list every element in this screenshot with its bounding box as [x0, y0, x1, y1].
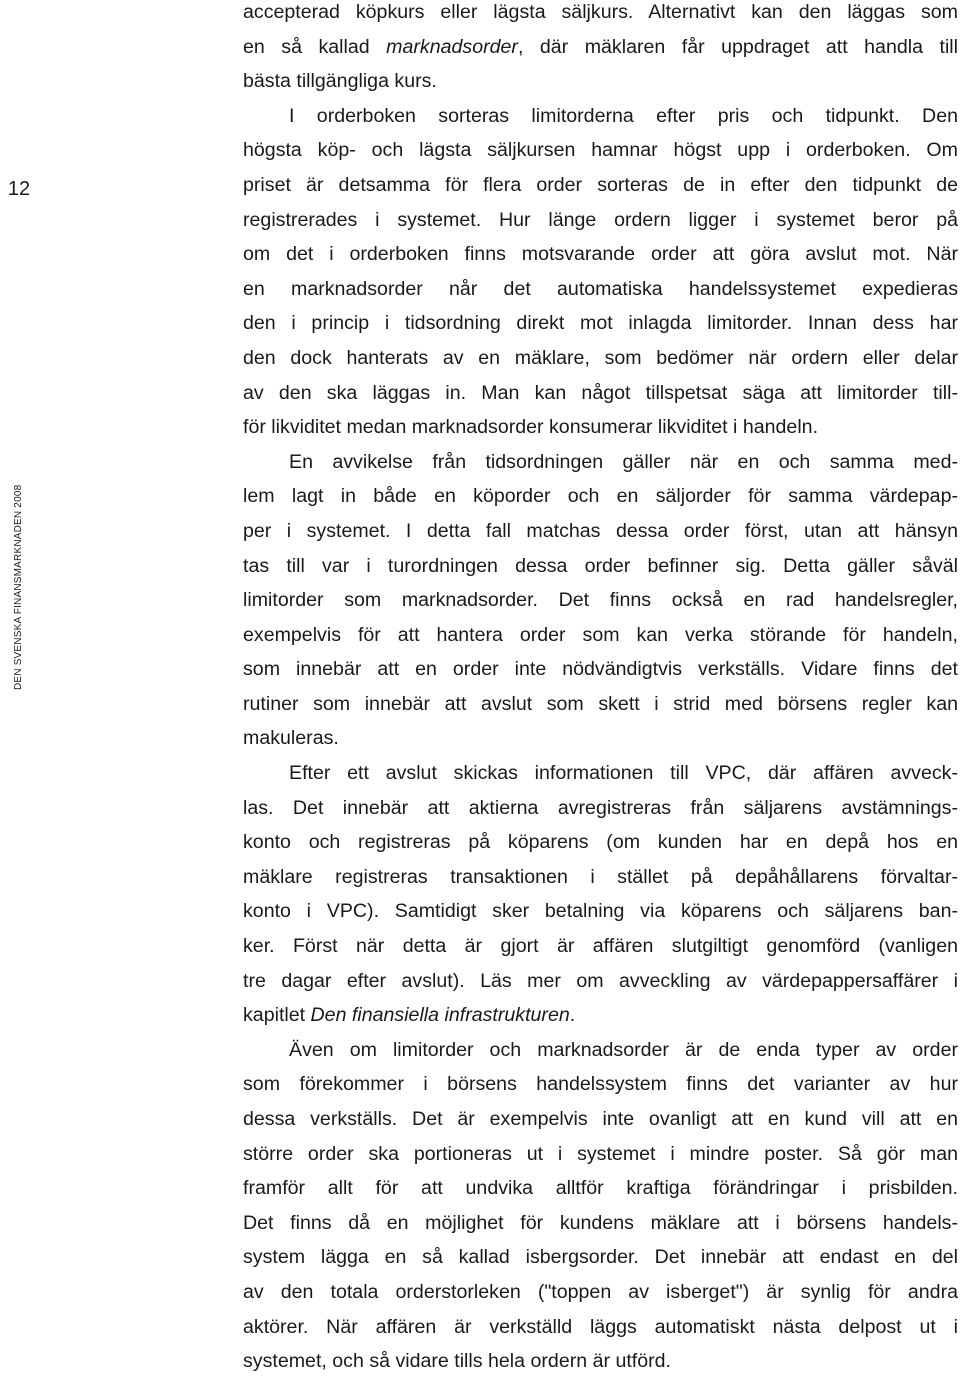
text-line: av den totala orderstorleken ("toppen av isberget") är synlig för andra [243, 1280, 958, 1303]
text-line: högsta köp- och lägsta säljkursen hamnar högst upp i orderboken. Om [243, 139, 958, 162]
text-line: per i systemet. I detta fall matchas dessa order först, utan att hänsyn [243, 519, 958, 542]
text-line: lem lagt in både en köporder och en säljorder för samma värdepap- [243, 485, 958, 508]
text-line: Även om limitorder och marknadsorder är de enda typer av order [289, 1038, 958, 1061]
italic-term: Den finansiella infrastrukturen [310, 1004, 570, 1027]
body-text [243, 0, 958, 1379]
text-line: konto och registreras på köparens (om kunden har en depå hos en [243, 831, 958, 854]
text-line: för likviditet medan marknadsorder konsumerar likviditet i handeln. [243, 416, 819, 439]
text-segment: kapitlet [243, 1004, 311, 1027]
text-line: limitorder som marknadsorder. Det finns också en rad handelsregler, [243, 589, 958, 612]
text-segment: en så kallad [243, 35, 387, 58]
text-line: priset är detsamma för flera order sorteras de in efter den tidpunkt de [243, 173, 958, 196]
text-line: las. Det innebär att aktierna avregistreras från säljarens avstämnings- [243, 796, 958, 819]
text-line: systemet, och så vidare tills hela ordern är utförd. [243, 1350, 671, 1373]
text-line: dessa verkställs. Det är exempelvis inte ovanligt att en kund vill att en [243, 1108, 958, 1130]
text-line: accepterad köpkurs eller lägsta säljkurs. Alternativt kan den läggas som [243, 1, 958, 23]
text-line: konto i VPC). Samtidigt sker betalning via köparens och säljarens ban- [243, 900, 958, 923]
text-line: den i princip i tidsordning direkt mot inlagda limitorder. Innan dess har [243, 312, 958, 335]
text-line: som förekommer i börsens handelssystem finns det varianter av hur [243, 1073, 958, 1096]
text-line: av den ska läggas in. Man kan något tillspetsat säga att limitorder till- [243, 381, 958, 404]
text-line: rutiner som innebär att avslut som skett i strid med börsens regler kan [243, 692, 958, 715]
text-line: framför allt för att undvika alltför kraftiga förändringar i prisbilden. [243, 1177, 958, 1200]
text-line: en marknadsorder når det automatiska handelssystemet expedieras [243, 277, 958, 300]
text-line: I orderboken sorteras limitorderna efter pris och tidpunkt. Den [289, 104, 958, 127]
text-line: tre dagar efter avslut). Läs mer om avveckling av värdepappersaffärer i [243, 969, 958, 992]
text-line: bästa tillgängliga kurs. [243, 70, 437, 93]
text-line: Efter ett avslut skickas informationen till VPC, där affären avveck- [289, 762, 958, 785]
text-line: som innebär att en order inte nödvändigtvis verkställs. Vidare finns det [243, 658, 958, 681]
text-line: aktörer. När affären är verkställd läggs automatiskt nästa delpost ut i [243, 1315, 958, 1338]
text-line: större order ska portioneras ut i systemet i mindre poster. Så gör man [243, 1142, 958, 1165]
page-number: 12 [7, 178, 31, 200]
italic-term: marknadsorder [386, 35, 518, 58]
text-line: system lägga en så kallad isbergsorder. Det innebär att endast en del [243, 1246, 958, 1269]
running-head: DEN SVENSKA FINANSMARKNADEN 2008 [13, 484, 24, 690]
text-line: mäklare registreras transaktionen i stället på depåhållarens förvaltar- [243, 865, 958, 888]
text-line: ker. Först när detta är gjort är affären slutgiltigt genomförd (vanligen [243, 935, 958, 958]
text-line: om det i orderboken finns motsvarande order att göra avslut mot. När [243, 243, 958, 266]
text-line: tas till var i turordningen dessa order befinner sig. Detta gäller såväl [243, 554, 958, 577]
text-line: exempelvis för att hantera order som kan verka störande för handeln, [243, 623, 958, 646]
text-line: Det finns då en möjlighet för kundens mäklare att i börsens handels- [243, 1211, 958, 1234]
text-line: makuleras. [243, 727, 339, 750]
text-segment: . [569, 1004, 576, 1027]
text-line: registrerades i systemet. Hur länge ordern ligger i systemet beror på [243, 208, 958, 231]
text-line: En avvikelse från tidsordningen gäller när en och samma med- [289, 450, 958, 473]
page-margin [0, 0, 40, 1385]
text-segment: , där mäklaren får uppdraget att handla till [517, 35, 958, 58]
text-line: den dock hanterats av en mäklare, som bedömer när ordern eller delar [243, 346, 958, 369]
text-line [243, 30, 958, 65]
text-line [243, 998, 958, 1033]
